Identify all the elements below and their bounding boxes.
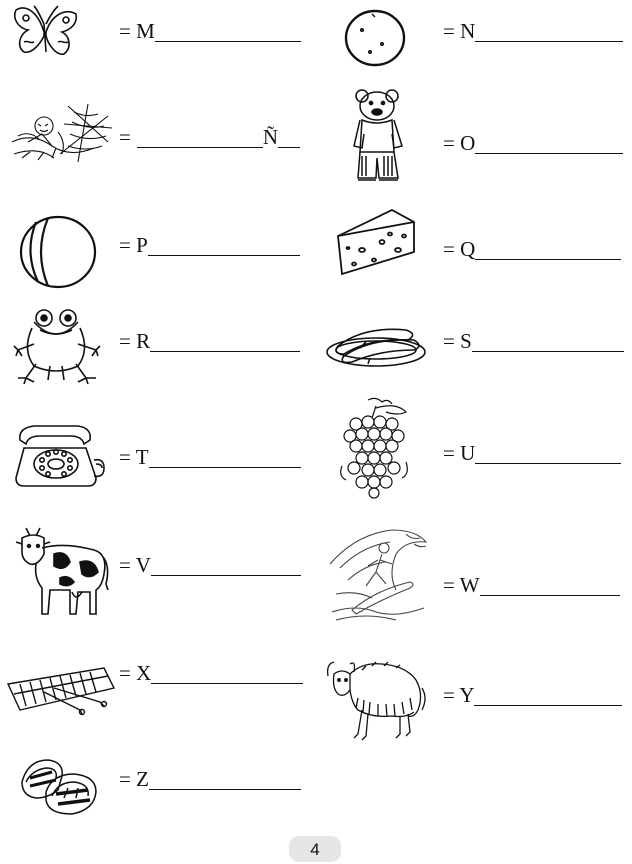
- cow-icon: [4, 524, 112, 620]
- orange-icon: [342, 8, 410, 68]
- letter-label: = U: [443, 441, 476, 465]
- letter-label: = Y: [443, 683, 475, 707]
- answer-blank[interactable]: [475, 445, 621, 464]
- answer-row-u: [443, 442, 621, 464]
- letter-label: = O: [443, 131, 476, 155]
- answer-row-s: [443, 330, 624, 352]
- sausages-icon: [324, 320, 428, 370]
- cheese-icon: [332, 206, 418, 278]
- grapes-icon: [336, 396, 412, 500]
- answer-blank[interactable]: [151, 665, 303, 684]
- answer-row-v: [119, 554, 301, 576]
- answer-blank[interactable]: [475, 241, 621, 260]
- answer-row-o: [443, 132, 623, 154]
- letter-label: = V: [119, 553, 151, 577]
- answer-row-w: [443, 574, 620, 596]
- answer-row-x: [119, 662, 303, 684]
- answer-row-n: [443, 20, 623, 42]
- answer-blank[interactable]: [472, 333, 624, 352]
- answer-blank[interactable]: [475, 135, 623, 154]
- answer-blank[interactable]: [475, 23, 623, 42]
- answer-blank[interactable]: [149, 449, 301, 468]
- answer-blank[interactable]: [155, 23, 301, 42]
- sandals-icon: [18, 752, 100, 818]
- answer-blank[interactable]: [150, 333, 300, 352]
- spiderweb-icon: [8, 102, 112, 168]
- letter-label: =: [119, 125, 131, 149]
- answer-row-m: [119, 20, 301, 42]
- answer-blank[interactable]: [148, 237, 300, 256]
- answer-row-p: [119, 234, 300, 256]
- ball-icon: [18, 214, 98, 290]
- letter-label: = N: [443, 19, 476, 43]
- letter-label: = W: [443, 573, 480, 597]
- letter-label: = M: [119, 19, 155, 43]
- butterfly-icon: [8, 2, 82, 66]
- page-number: 4: [289, 836, 341, 862]
- answer-blank[interactable]: [474, 687, 622, 706]
- answer-row-enye: [119, 126, 300, 148]
- letter-label: = S: [443, 329, 472, 353]
- xylophone-icon: [4, 662, 118, 718]
- answer-row-q: [443, 238, 621, 260]
- letter-label: = Q: [443, 237, 476, 261]
- frog-icon: [12, 306, 102, 386]
- answer-row-r: [119, 330, 300, 352]
- letter-label: = R: [119, 329, 151, 353]
- surfer-icon: [326, 524, 430, 624]
- answer-row-t: [119, 446, 301, 468]
- letter-label: = T: [119, 445, 149, 469]
- letter-label: = P: [119, 233, 148, 257]
- letter-label: = Z: [119, 767, 149, 791]
- answer-blank[interactable]: [151, 557, 301, 576]
- answer-blank[interactable]: [137, 129, 263, 148]
- yak-icon: [322, 654, 430, 746]
- answer-blank[interactable]: [480, 577, 620, 596]
- letter-label: Ñ: [262, 125, 279, 149]
- bear-icon: [348, 86, 410, 186]
- answer-row-z: [119, 768, 301, 790]
- telephone-icon: [10, 420, 108, 492]
- answer-blank[interactable]: [149, 771, 301, 790]
- answer-blank[interactable]: [278, 129, 300, 148]
- letter-label: = X: [119, 661, 152, 685]
- answer-row-y: [443, 684, 622, 706]
